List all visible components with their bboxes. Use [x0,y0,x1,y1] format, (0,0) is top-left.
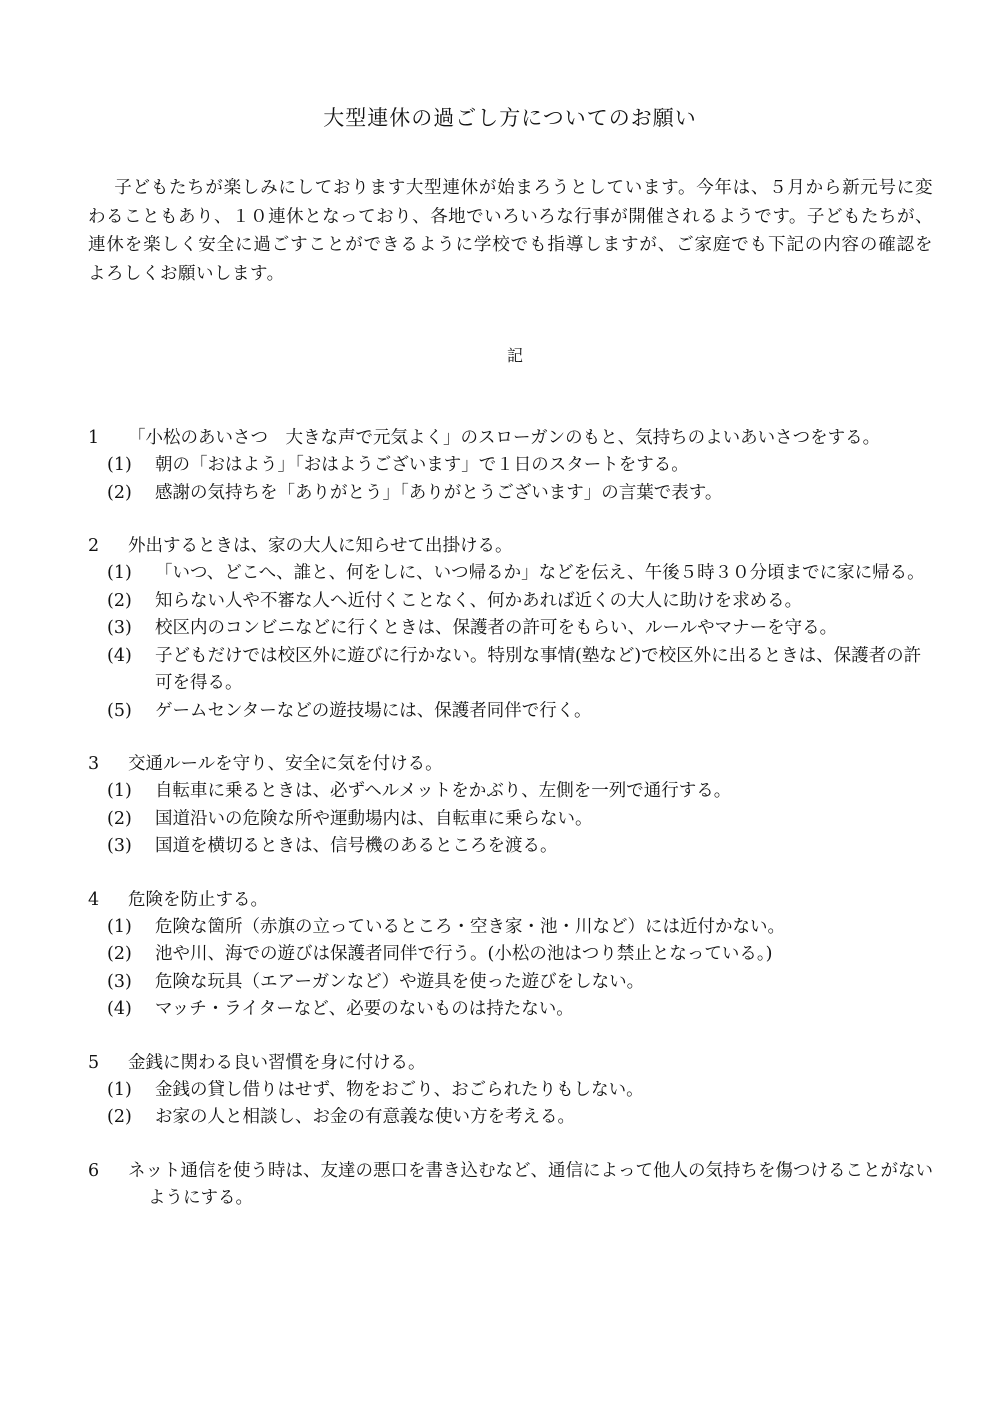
item-text: 子どもだけでは校区外に遊びに行かない。特別な事情(塾など)で校区外に出るときは、保護者の許可を得る。 [155,645,922,693]
section-1 [88,425,938,507]
item-number: (1) [107,563,132,583]
section-heading: 外出するときは、家の大人に知らせて出掛ける。 [128,536,513,556]
section-heading: 交通ルールを守り、安全に気を付ける。 [128,754,443,774]
list-item [88,588,938,616]
section-number: 1 [88,428,100,448]
item-text: 国道沿いの危険な所や運動場内は、自転車に乗らない。 [155,808,593,829]
list-item [88,914,938,942]
item-number: (2) [107,808,132,829]
intro-paragraph: 子どもたちが楽しみにしております大型連休が始まろうとしています。今年は、５月から新元号に変わることもあり、１０連休となっており、各地でいろいろな行事が開催されるようです。子どもたちが、連休を楽しく安全に過ごすことができるように学校でも指導しますが、ご家庭でも下記の内容の確認をよろしくお願いします。 [88,178,933,284]
item-number: (1) [107,455,132,475]
section-number: 2 [88,536,100,556]
list-item [88,560,938,588]
list-item [88,452,938,480]
item-text: 自転車に乗るときは、必ずヘルメットをかぶり、左側を一列で通行する。 [155,781,732,801]
section-number: 6 [88,1160,100,1181]
item-number: (2) [107,482,132,503]
list-item [88,833,938,861]
document-title: 大型連休の過ごし方についてのお願い [323,106,697,130]
item-number: (2) [107,590,132,611]
section-number: 4 [88,889,100,910]
item-number: (2) [107,944,132,964]
item-text: 「いつ、どこへ、誰と、何をしに、いつ帰るか」などを伝え、午後５時３０分頃までに家に帰る。 [155,563,925,583]
item-text: ゲームセンターなどの遊技場には、保護者同伴で行く。 [155,700,592,721]
section-3 [88,751,938,861]
section-5 [88,1050,938,1132]
item-number: (3) [107,971,132,992]
item-number: (5) [107,700,132,721]
section-number: 3 [88,754,100,774]
item-text: 朝の「おはよう」「おはようございます」で１日のスタートをする。 [155,455,689,475]
item-text: マッチ・ライターなど、必要のないものは持たない。 [155,999,574,1019]
item-text: 金銭の貸し借りはせず、物をおごり、おごられたりもしない。 [155,1079,644,1100]
list-item [88,698,938,726]
item-number: (2) [107,1107,132,1127]
list-item [88,643,938,698]
list-item [88,806,938,834]
section-number: 5 [88,1052,100,1073]
item-number: (4) [107,999,132,1019]
section-heading: 危険を防止する。 [128,889,268,910]
item-text: 校区内のコンビニなどに行くときは、保護者の許可をもらい、ルールやマナーを守る。 [155,618,838,638]
section-list [88,425,938,1238]
item-number: (1) [107,781,132,801]
item-text: 危険な玩具（エアーガンなど）や遊具を使った遊びをしない。 [155,971,645,992]
list-item [88,941,938,969]
list-item [88,996,938,1024]
item-text: 国道を横切るときは、信号機のあるところを渡る。 [155,836,558,856]
ki-heading: 記 [507,346,524,365]
section-heading: 「小松のあいさつ 大きな声で元気よく」のスローガンのもと、気持ちのよいあいさつをする。 [128,428,881,448]
item-text: 危険な箇所（赤旗の立っているところ・空き家・池・川など）には近付かない。 [155,916,785,937]
list-item [88,615,938,643]
section-2 [88,533,938,725]
section-heading: 金銭に関わる良い習慣を身に付ける。 [128,1052,426,1073]
item-text: 感謝の気持ちを「ありがとう」「ありがとうございます」の言葉で表す。 [155,482,723,503]
section-4 [88,887,938,1024]
list-item [88,1104,938,1132]
section-heading: ネット通信を使う時は、友達の悪口を書き込むなど、通信によって他人の気持ちを傷つけることがないようにする。 [128,1160,933,1208]
item-text: お家の人と相談し、お金の有意義な使い方を考える。 [155,1107,575,1127]
list-item [88,778,938,806]
list-item [88,480,938,508]
item-number: (3) [107,618,132,638]
list-item [88,969,938,997]
item-number: (1) [107,916,132,937]
item-text: 池や川、海での遊びは保護者同伴で行う。(小松の池はつり禁止となっている。) [155,944,773,964]
item-number: (4) [107,645,132,666]
list-item [88,1077,938,1105]
item-text: 知らない人や不審な人へ近付くことなく、何かあれば近くの大人に助けを求める。 [155,590,803,611]
section-6 [88,1158,938,1212]
item-number: (3) [107,836,132,856]
item-number: (1) [107,1079,132,1100]
